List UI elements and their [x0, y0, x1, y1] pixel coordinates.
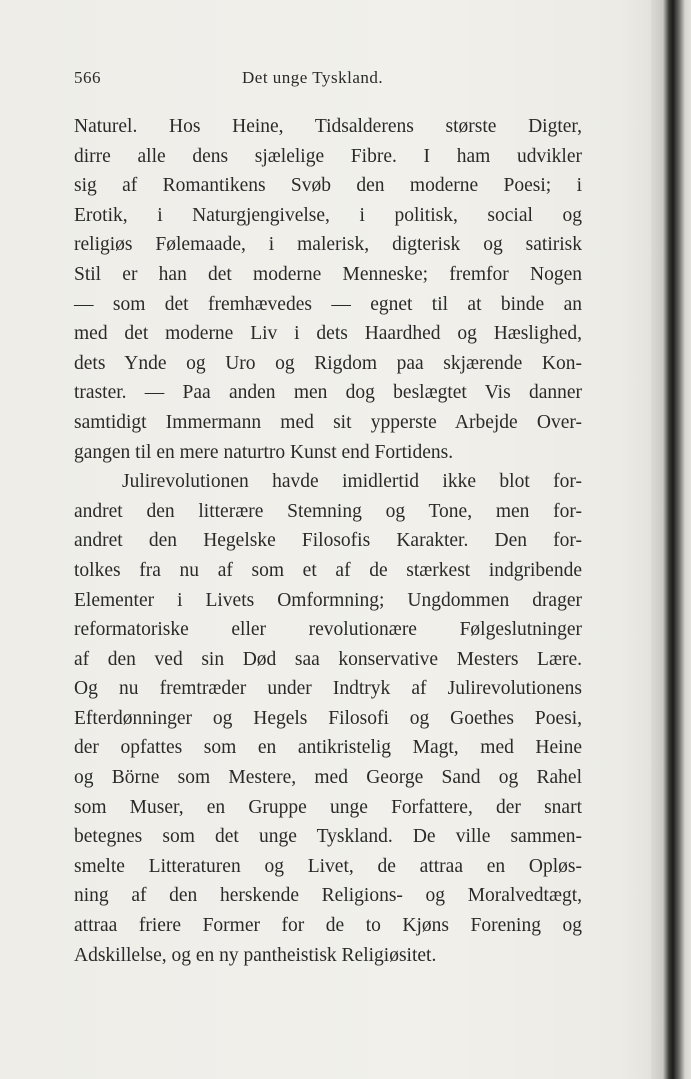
text-line: af den ved sin Død saa konservative Mesters Lære.	[74, 648, 582, 670]
text-line: Julirevolutionen havde imidlertid ikke blot for-	[122, 471, 582, 493]
text-line: smelte Litteraturen og Livet, de attraa en Opløs-	[74, 855, 582, 877]
text-line: tolkes fra nu af som et af de stærkest indgribende	[74, 559, 582, 581]
text-line: Erotik, i Naturgjengivelse, i politisk, social og	[74, 204, 582, 226]
text-line: Adskillelse, og en ny pantheistisk Religiøsitet.	[74, 944, 437, 966]
text-line: samtidigt Immermann med sit ypperste Arbejde Over-	[74, 411, 582, 433]
page-header	[74, 68, 582, 96]
page-number: 566	[74, 68, 101, 87]
text-line: reformatoriske eller revolutionære Følgeslutninger	[74, 619, 582, 641]
text-line: andret den Hegelske Filosofis Karakter. Den for-	[74, 530, 582, 552]
text-line: ning af den herskende Religions- og Moralvedtægt,	[74, 885, 582, 907]
text-line: Efterdønninger og Hegels Filosofi og Goethes Poesi,	[74, 707, 582, 729]
text-line: gangen til en mere naturtro Kunst end Fortidens.	[74, 441, 454, 463]
text-line: — som det fremhævedes — egnet til at binde an	[74, 293, 582, 315]
text-line: der opfattes som en antikristelig Magt, med Heine	[74, 737, 582, 759]
body-text	[74, 112, 582, 970]
text-line: som Muser, en Gruppe unge Forfattere, der snart	[74, 796, 582, 818]
text-line: betegnes som det unge Tyskland. De ville sammen-	[74, 826, 582, 848]
text-line: dets Ynde og Uro og Rigdom paa skjærende Kon-	[74, 352, 582, 374]
running-title: Det unge Tyskland.	[242, 68, 384, 87]
text-line: Og nu fremtræder under Indtryk af Julirevolutionens	[74, 678, 582, 700]
text-line: med det moderne Liv i dets Haardhed og Hæslighed,	[74, 323, 582, 345]
book-binding-edge	[651, 0, 691, 1079]
text-line: og Börne som Mestere, med George Sand og Rahel	[74, 767, 582, 789]
text-line: Elementer i Livets Omformning; Ungdommen drager	[74, 589, 582, 611]
text-line: attraa friere Former for de to Kjøns Forening og	[74, 915, 582, 937]
text-line: andret den litterære Stemning og Tone, men for-	[74, 500, 582, 522]
text-line: dirre alle dens sjælelige Fibre. I ham udvikler	[74, 145, 582, 167]
text-line: religiøs Følemaade, i malerisk, digterisk og satirisk	[74, 234, 582, 256]
text-line: Stil er han det moderne Menneske; fremfor Nogen	[74, 263, 582, 285]
text-line: traster. — Paa anden men dog beslægtet Vis danner	[74, 382, 582, 404]
text-line: Naturel. Hos Heine, Tidsalderens største Digter,	[74, 116, 582, 137]
text-line: sig af Romantikens Svøb den moderne Poesi; i	[74, 175, 582, 197]
